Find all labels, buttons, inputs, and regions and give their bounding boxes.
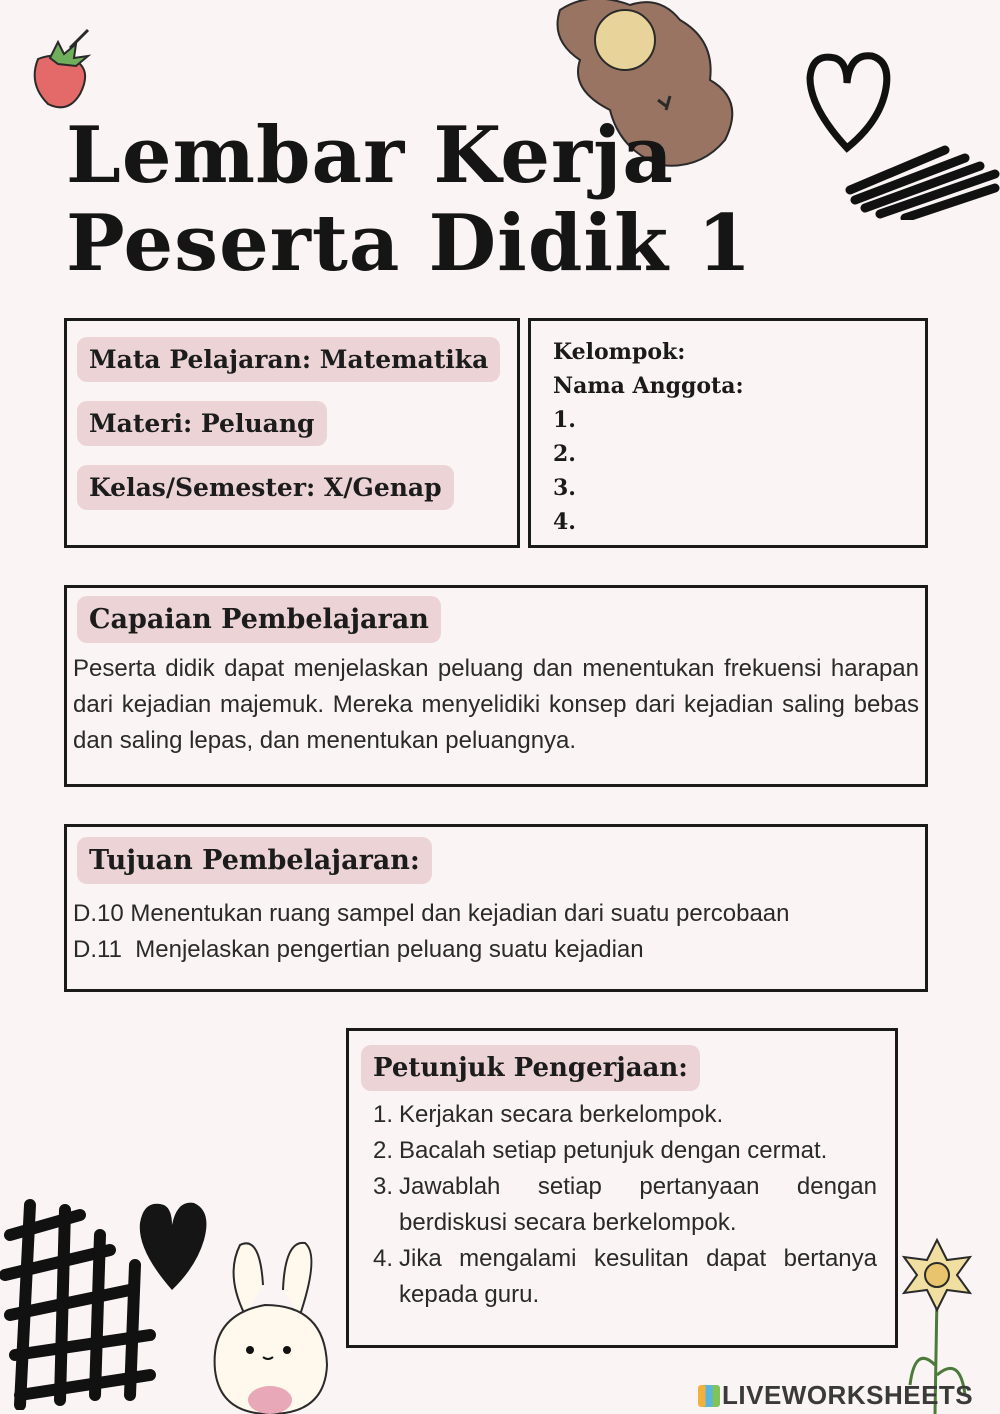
- petunjuk-list: [361, 1097, 877, 1313]
- petunjuk-heading: Petunjuk Pengerjaan:: [361, 1045, 700, 1091]
- list-number: 4.: [372, 1245, 393, 1272]
- anggota-label: Nama Anggota:: [553, 373, 744, 399]
- list-text: Bacalah setiap petunjuk dengan cermat.: [399, 1137, 828, 1164]
- list-number: 3.: [372, 1173, 393, 1200]
- capaian-text: Peserta didik dapat menjelaskan peluang dan menentukan frekuensi harapan dari kejadian majemuk. Mereka menyelidiki konsep dari kejadian saling bebas dan saling lepas, dan menentukan peluangnya.: [73, 655, 919, 754]
- capaian-box: [64, 585, 928, 787]
- strawberry-icon: [18, 24, 108, 114]
- page-title: [66, 112, 752, 288]
- list-text: Jika mengalami kesulitan dapat bertanya kepada guru.: [399, 1245, 877, 1308]
- topic-label: Materi: Peluang: [77, 401, 327, 446]
- tujuan-item: D.11 Menjelaskan pengertian peluang suatu kejadian: [73, 936, 644, 963]
- member-number: 4.: [553, 509, 576, 535]
- list-item: [361, 1241, 877, 1313]
- list-item: [361, 1133, 877, 1169]
- tujuan-box: [64, 824, 928, 992]
- subject-label: Mata Pelajaran: Matematika: [77, 337, 500, 382]
- list-number: 2.: [372, 1137, 393, 1164]
- member-number: 3.: [553, 475, 576, 501]
- capaian-heading: Capaian Pembelajaran: [77, 596, 441, 643]
- scribble-icon: [845, 140, 1000, 220]
- list-item: [361, 1169, 877, 1241]
- tujuan-heading: Tujuan Pembelajaran:: [77, 837, 432, 884]
- list-number: 1.: [372, 1101, 393, 1128]
- liveworksheets-icon: [698, 1385, 720, 1407]
- list-item: [361, 1097, 877, 1133]
- title-line-2: Peserta Didik 1: [66, 198, 753, 289]
- member-number: 2.: [553, 441, 576, 467]
- group-box: [528, 318, 928, 548]
- kelompok-label: Kelompok:: [553, 339, 686, 365]
- class-semester-label: Kelas/Semester: X/Genap: [77, 465, 454, 510]
- petunjuk-box: [346, 1028, 898, 1348]
- list-text: Kerjakan secara berkelompok.: [399, 1101, 724, 1128]
- info-box: [64, 318, 520, 548]
- list-text: Jawablah setiap pertanyaan dengan berdiskusi secara berkelompok.: [399, 1173, 877, 1236]
- title-line-1: Lembar Kerja: [66, 110, 674, 201]
- liveworksheets-logo[interactable]: [698, 1380, 973, 1411]
- bunny-icon: [205, 1235, 335, 1414]
- member-number: 1.: [553, 407, 576, 433]
- heart-icon: [132, 1195, 212, 1295]
- tujuan-item: D.10 Menentukan ruang sampel dan kejadian dari suatu percobaan: [73, 900, 790, 927]
- brand-text: LIVEWORKSHEETS: [722, 1380, 974, 1410]
